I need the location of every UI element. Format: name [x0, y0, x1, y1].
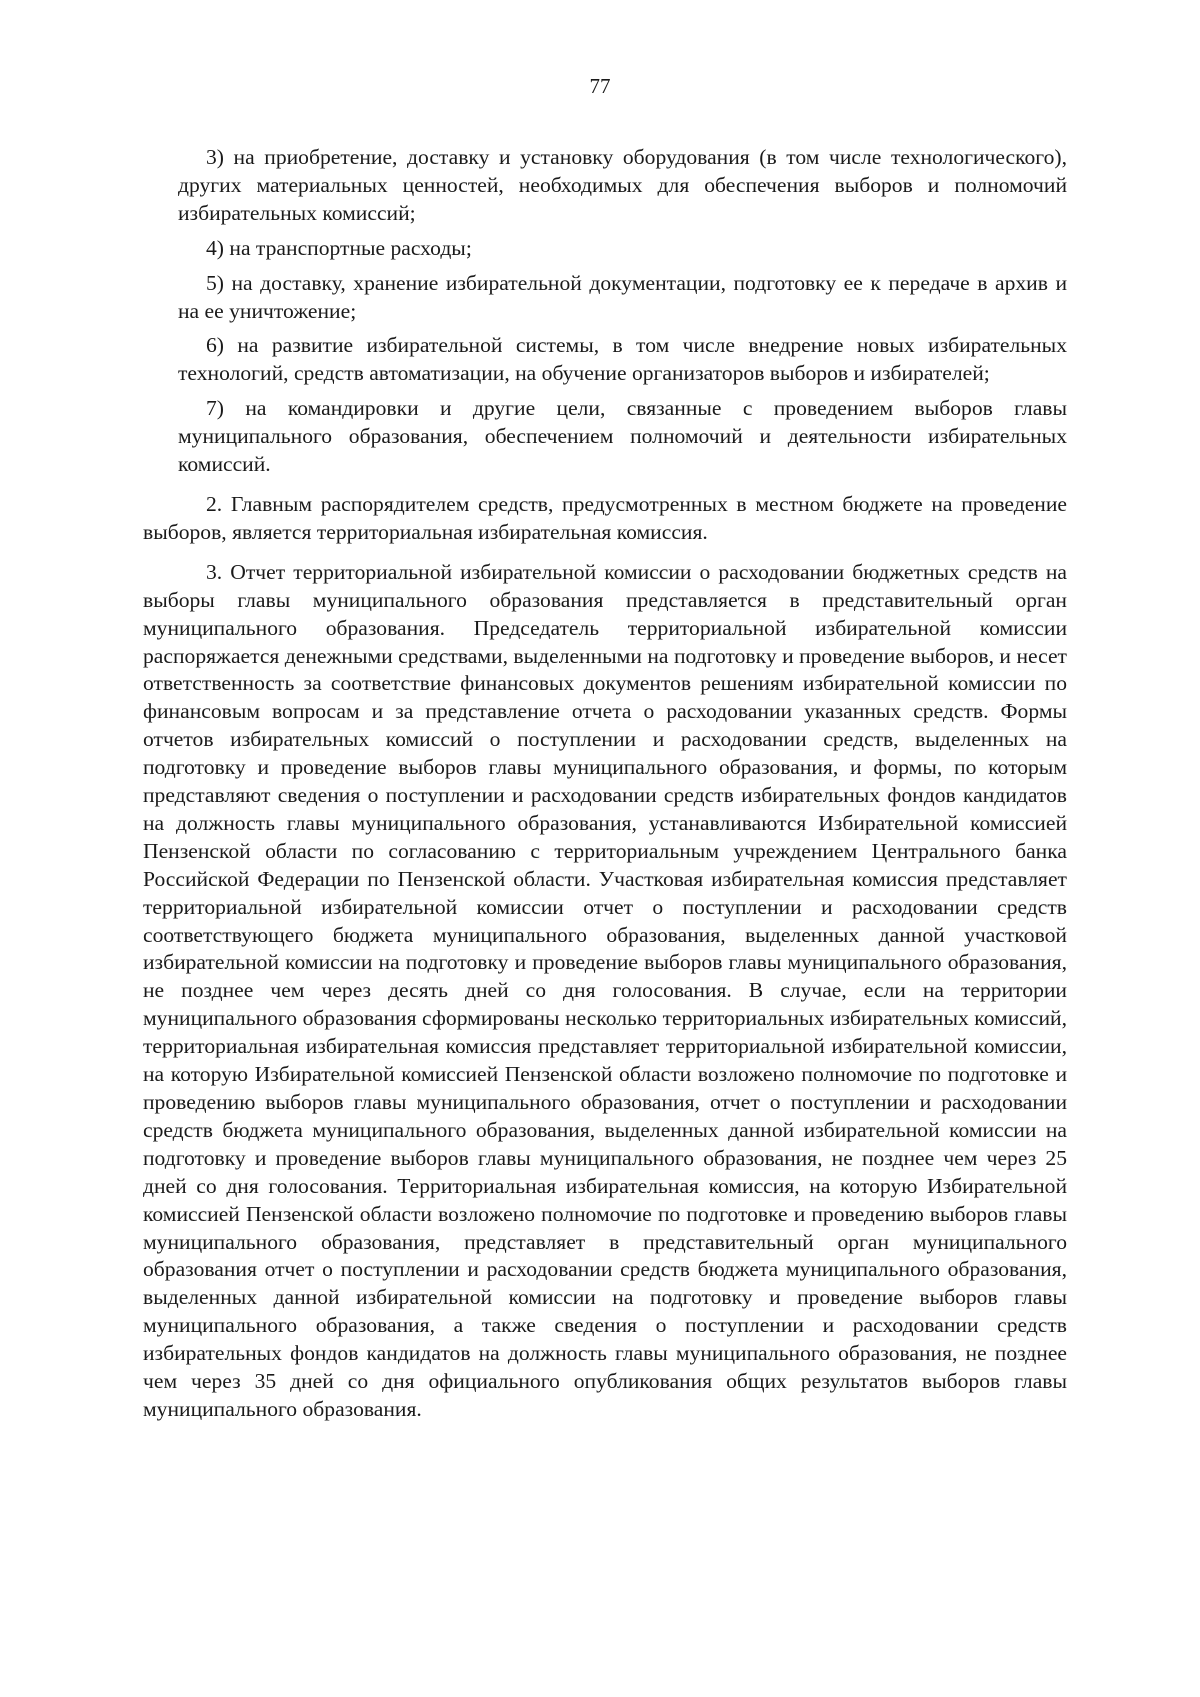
list-item: 6) на развитие избирательной системы, в том числе внедрение новых избирательных технологий, средств автоматизации, на обучение организаторов выборов и избирателей;: [178, 333, 1067, 386]
page-number: 77: [589, 74, 611, 98]
list-item: 7) на командировки и другие цели, связанные с проведением выборов главы муниципального образования, обеспечением полномочий и деятельности избирательных комиссий.: [178, 396, 1067, 477]
list-item: 5) на доставку, хранение избирательной документации, подготовку ее к передаче в архив и на ее уничтожение;: [178, 270, 1067, 323]
paragraph-2: 2. Главным распорядителем средств, предусмотренных в местном бюджете на проведение выборов, является территориальная избирательная комиссия.: [143, 491, 1067, 544]
list-item: 3) на приобретение, доставку и установку оборудования (в том числе технологического), других материальных ценностей, необходимых для обеспечения выборов и полномочий избирательных комиссий;: [178, 145, 1067, 225]
list-item: 4) на транспортные расходы;: [206, 235, 472, 260]
expense-list: [143, 144, 1067, 479]
paragraph-3: 3. Отчет территориальной избирательной комиссии о расходовании бюджетных средств на выборы главы муниципального образования представляется в представительный орган муниципального образования. Председатель территориальной избирательной комиссии распоряжается денежными средствами, выделенными на подготовку и проведение выборов, и несет ответственность за соответствие финансовых документов решениям избирательной комиссии по финансовым вопросам и за представление отчета о расходовании указанных средств. Формы отчетов избирательных комиссий о поступлении и расходовании средств, выделенных на подготовку и проведение выборов главы муниципального образования, и формы, по которым представляют сведения о поступлении и расходовании средств избирательных фондов кандидатов на должность главы муниципального образования, устанавливаются Избирательной комиссией Пензенской области по согласованию с территориальным учреждением Центрального банка Российской Федерации по Пензенской области. Участковая избирательная комиссия представляет территориальной избирательной комиссии отчет о поступлении и расходовании средств соответствующего бюджета муниципального образования, выделенных данной участковой избирательной комиссии на подготовку и проведение выборов главы муниципального образования, не позднее чем через десять дней со дня голосования. В случае, если на территории муниципального образования сформированы несколько территориальных избирательных комиссий, территориальная избирательная комиссия представляет территориальной избирательной комиссии, на которую Избирательной комиссией Пензенской области возложено полномочие по подготовке и проведению выборов главы муниципального образования, отчет о поступлении и расходовании средств бюджета муниципального образования, выделенных данной избирательной комиссии на подготовку и проведение выборов главы муниципального образования, не позднее чем через 25 дней со дня голосования. Территориальная избирательная комиссия, на которую Избирательной комиссией Пензенской области возложено полномочие по подготовке и проведению выборов главы муниципального образования, представляет в представительный орган муниципального образования отчет о поступлении и расходовании средств бюджета муниципального образования, выделенных данной избирательной комиссии на подготовку и проведение выборов главы муниципального образования, а также сведения о поступлении и расходовании средств избирательных фондов кандидатов на должность главы муниципального образования, не позднее чем через 35 дней со дня официального опубликования общих результатов выборов главы муниципального образования.: [143, 559, 1067, 1421]
document-body: [143, 144, 1067, 1424]
